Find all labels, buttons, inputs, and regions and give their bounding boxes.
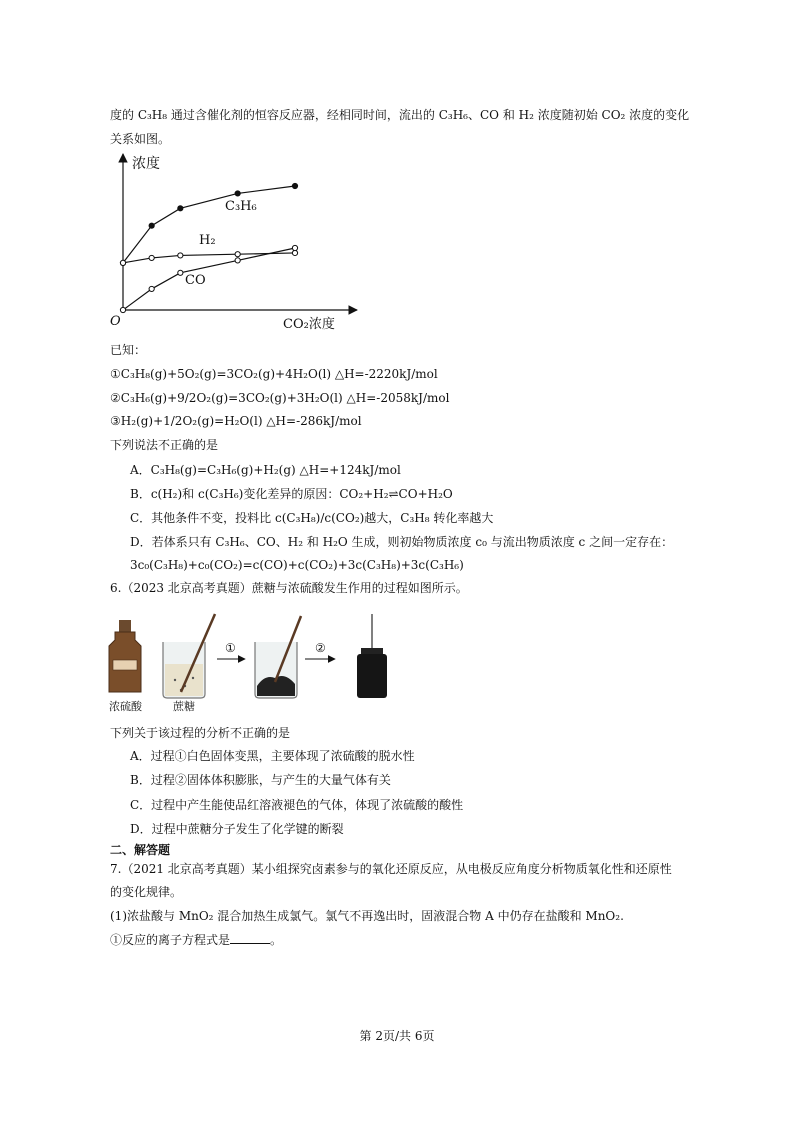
expanded-black-solid-icon: [357, 614, 387, 698]
x-axis-label: CO₂浓度: [283, 317, 335, 332]
q6-option-b: B．过程②固体体积膨胀，与产生的大量气体有关: [130, 773, 391, 787]
origin-label: O: [110, 314, 121, 329]
series-line-0: [123, 186, 295, 263]
series-1-point-2: [178, 253, 183, 258]
series-0-point-4: [292, 183, 297, 188]
answer-blank: [230, 932, 270, 944]
q5-option-d-formula: 3c₀(C₃H₈)+c₀(CO₂)=c(CO)+c(CO₂)+3c(C₃H₈)+3c(C₃H₆): [130, 558, 464, 572]
series-0-point-3: [235, 191, 240, 196]
intro-line-1: 度的 C₃H₈ 通过含催化剂的恒容反应器，经相同时间，流出的 C₃H₆、CO 和 H₂ 浓度随初始 CO₂ 浓度的变化: [110, 108, 690, 122]
label-sucrose: 蔗糖: [173, 700, 195, 712]
section-heading: 二、解答题: [110, 843, 171, 857]
series-2-point-1: [149, 286, 154, 291]
q6-title: 6.（2023 北京高考真题）蔗糖与浓硫酸发生作用的过程如图所示。: [110, 581, 468, 595]
sugar-acid-experiment-figure: [105, 612, 405, 712]
series-label-c3h6: C₃H₆: [225, 199, 257, 214]
q7-subquestion-1-text: ①反应的离子方程式是: [110, 933, 231, 947]
q6-stem: 下列关于该过程的分析不正确的是: [110, 726, 291, 740]
intro-line-2: 关系如图。: [110, 132, 171, 146]
y-axis-label: 浓度: [132, 156, 160, 172]
series-1-point-0: [120, 260, 125, 265]
series-0-point-1: [149, 223, 154, 228]
q5-option-b: B．c(H₂)和 c(C₃H₆)变化差异的原因：CO₂+H₂⇌CO+H₂O: [130, 487, 453, 501]
acid-bottle-icon: [109, 620, 141, 692]
series-2-point-3: [235, 258, 240, 263]
beaker-sugar-icon: [163, 614, 215, 698]
q5-option-d: D．若体系只有 C₃H₆、CO、H₂ 和 H₂O 生成，则初始物质浓度 c₀ 与流出物质浓度 c 之间一定存在：: [130, 535, 674, 549]
series-1-point-1: [149, 255, 154, 260]
series-2-point-2: [178, 270, 183, 275]
series-1-point-4: [292, 250, 297, 255]
q7-line-1: 7.（2021 北京高考真题）某小组探究卤素参与的氧化还原反应，从电极反应角度分析物质氧化性和还原性: [110, 862, 672, 876]
series-2-point-4: [292, 245, 297, 250]
label-conc-sulfuric-acid: 浓硫酸: [109, 700, 142, 712]
q7-line-2: 的变化规律。: [110, 885, 183, 899]
q5-option-c: C．其他条件不变，投料比 c(C₃H₈)/c(CO₂)越大，C₃H₈ 转化率越大: [130, 511, 494, 525]
series-2-point-0: [120, 307, 125, 312]
step-2-label: ②: [315, 641, 326, 655]
step-1-label: ①: [225, 641, 236, 655]
series-label-h2: H₂: [199, 233, 216, 248]
equation-1: ①C₃H₈(g)+5O₂(g)=3CO₂(g)+4H₂O(l) △H=-2220kJ/mol: [110, 367, 438, 381]
page-footer: 第 2页/共 6页: [359, 1029, 435, 1043]
q7-part-1: (1)浓盐酸与 MnO₂ 混合加热生成氯气。氯气不再逸出时，固液混合物 A 中仍存在盐酸和 MnO₂.: [110, 909, 624, 923]
series-0-point-2: [178, 206, 183, 211]
equation-2: ②C₃H₆(g)+9/2O₂(g)=3CO₂(g)+3H₂O(l) △H=-2058kJ/mol: [110, 391, 450, 405]
q5-stem: 下列说法不正确的是: [110, 438, 219, 452]
q7-subquestion-1: [110, 932, 282, 948]
known-label: 已知：: [110, 343, 147, 357]
q6-option-c: C．过程中产生能使品红溶液褪色的气体，体现了浓硫酸的酸性: [130, 798, 464, 812]
series-1-point-3: [235, 252, 240, 257]
concentration-chart: [105, 148, 365, 333]
beaker-black-solid-icon: [255, 616, 301, 698]
equation-3: ③H₂(g)+1/2O₂(g)=H₂O(l) △H=-286kJ/mol: [110, 414, 362, 428]
series-label-co: CO: [185, 273, 206, 288]
q5-option-a: A．C₃H₈(g)=C₃H₆(g)+H₂(g) △H=+124kJ/mol: [130, 463, 401, 477]
q6-option-a: A．过程①白色固体变黑，主要体现了浓硫酸的脱水性: [130, 749, 415, 763]
q6-option-d: D．过程中蔗糖分子发生了化学键的断裂: [130, 822, 344, 836]
q7-subquestion-1-end: 。: [270, 933, 283, 947]
